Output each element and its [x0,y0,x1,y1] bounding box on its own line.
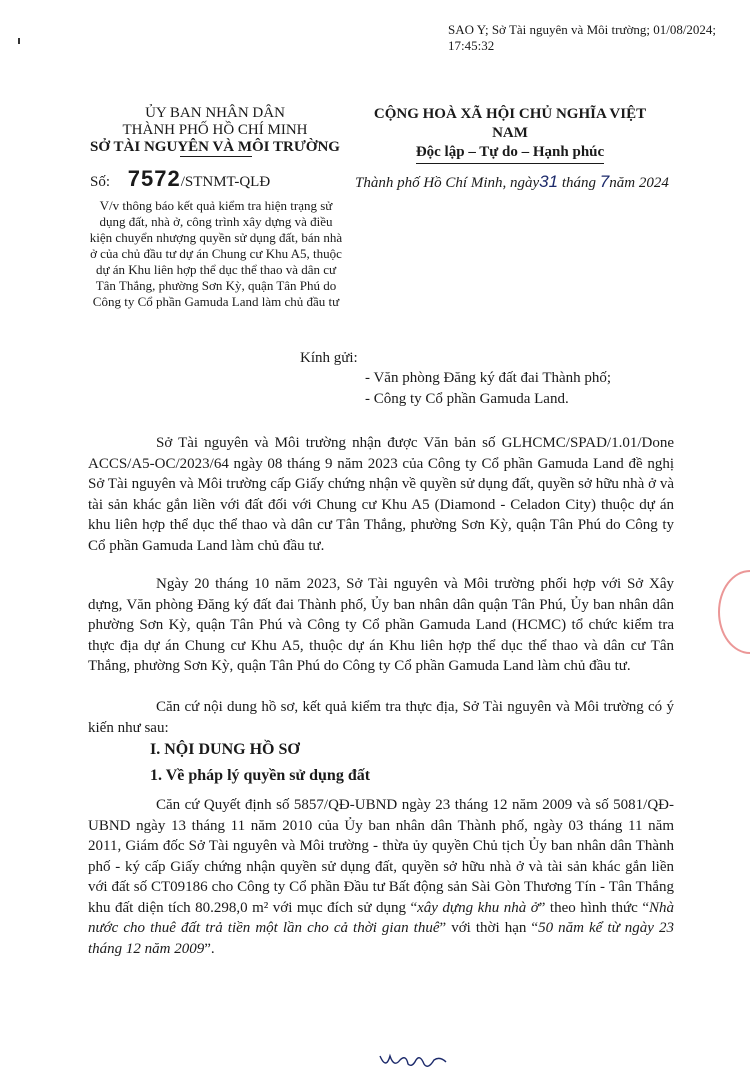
copy-stamp-line1: SAO Y; Sở Tài nguyên và Môi trường; 01/08/2024; [448,22,717,37]
doc-number-label: Số: [90,174,111,190]
date-month-label: tháng [561,175,597,191]
document-date [355,172,675,192]
scan-mark [18,38,20,44]
national-title: CỘNG HOÀ XÃ HỘI CHỦ NGHĨA VIỆT NAM [373,106,647,141]
issuing-authority [90,105,340,156]
authority-line1: ỦY BAN NHÂN DÂN [145,105,285,121]
document-number [90,168,270,193]
date-prefix: Thành phố Hồ Chí Minh, ngày [355,175,540,191]
p4-text-b: ” theo hình thức “ [538,899,649,916]
handwritten-initials [378,1050,448,1077]
body-paragraph-3: Căn cứ nội dung hồ sơ, kết quả kiểm tra thực địa, Sở Tài nguyên và Môi trường có ý kiến như sau: [88,699,674,736]
red-seal-edge [718,570,750,654]
body-paragraph-4 [88,795,674,959]
authority-underline [180,156,252,157]
date-year: năm 2024 [609,175,669,191]
date-day: 31 [539,172,559,191]
copy-stamp-line2: 17:45:32 [448,38,495,53]
authority-line2: THÀNH PHỐ HỒ CHÍ MINH [122,122,308,138]
national-motto: Độc lập – Tự do – Hạnh phúc [416,143,604,164]
p4-text-d: ”. [204,940,215,957]
document-subject: V/v thông báo kết quả kiểm tra hiện trạng sử dụng đất, nhà ở, công trình xây dựng và điều kiện chuyển nhượng quyền sử dụng đất, bán nhà ở của chủ đầu tư dự án Chung cư Khu A5, thuộc dự án Khu liên hợp thể dục thể thao và dân cư Tân Thắng, phường Sơn Kỳ, quận Tân Phú do Công ty Cổ phần Gamuda Land làm chủ đầu tư [89,198,343,309]
body-paragraph-1: Sở Tài nguyên và Môi trường nhận được Văn bản số GLHCMC/SPAD/1.01/Done ACCS/A5-OC/2023/64 ngày 08 tháng 9 năm 2023 của Công ty Cổ phần Gamuda Land đề nghị Sở Tài nguyên và Môi trường cấp Giấy chứng nhận về quyền sử dụng đất, quyền sở hữu nhà ở và tài sản khác gắn liền với đất đối với Chung cư Khu A5 (Diamond - Celadon City) thuộc dự án khu liên hợp thể dục thể thao và dân cư Tân Thắng, phường Sơn Kỳ, quận Tân Phú do Công ty Cổ phần Gamuda Land làm chủ đầu tư. [88,435,674,554]
doc-number-suffix: /STNMT-QLĐ [180,174,271,190]
national-header [360,105,660,164]
p4-italic-3: 50 năm kể từ ngày 23 tháng 12 năm 2009 [88,920,675,957]
authority-line3: SỞ TÀI NGUYÊN VÀ MÔI TRƯỜNG [90,139,340,155]
recipients-label: Kính gửi: [300,350,358,366]
body-paragraph-2: Ngày 20 tháng 10 năm 2023, Sở Tài nguyên và Môi trường phối hợp với Sở Xây dựng, Văn phòng Đăng ký đất đai Thành phố, Ủy ban nhân dân quận Tân Phú, Ủy ban nhân dân phường Sơn Kỳ, quận Tân Phú và Công ty Cổ phần Gamuda Land (HCMC) tổ chức kiểm tra thực địa dự án Chung cư Khu A5, thuộc dự án Khu liên hợp thể dục thể thao và dân cư Tân Thắng, phường Sơn Kỳ, quận Tân Phú do Công ty Cổ phần Gamuda Land làm chủ đầu tư. [88,576,674,674]
recipient-item: - Công ty Cổ phần Gamuda Land. [365,391,569,407]
date-month: 7 [599,172,610,191]
copy-stamp [448,22,748,54]
p4-italic-1: xây dựng khu nhà ở [417,899,539,916]
p4-text-c: ” với thời hạn “ [439,920,539,936]
p4-italic-2: Nhà nước cho thuê đất trả tiền một lần cho cả thời gian thuê [88,899,674,936]
doc-number-value: 7572 [127,166,181,191]
recipient-item: - Văn phòng Đăng ký đất đai Thành phố; [365,370,612,386]
p4-text-a: Căn cứ Quyết định số 5857/QĐ-UBND ngày 23 tháng 12 năm 2009 và số 5081/QĐ-UBND ngày 13 tháng 11 năm 2010 của Ủy ban nhân dân Thành phố, ngày 03 tháng 11 năm 2011, Giám đốc Sở Tài nguyên và Môi trường - thừa ủy quyền Chủ tịch Ủy ban nhân dân Thành phố - ký cấp Giấy chứng nhận quyền sử dụng đất, quyền sở hữu nhà ở và tài sản khác gắn liền với đất số CT09186 cho Công ty Cổ phần Đầu tư Bất động sản Sài Gòn Thương Tín - Tân Thắng khu đất diện tích 80.298,0 m² với mục đích sử dụng “ [88,797,674,916]
subsection-heading: 1. Về pháp lý quyền sử dụng đất [150,767,371,784]
section-heading: I. NỘI DUNG HỒ SƠ [150,741,300,758]
